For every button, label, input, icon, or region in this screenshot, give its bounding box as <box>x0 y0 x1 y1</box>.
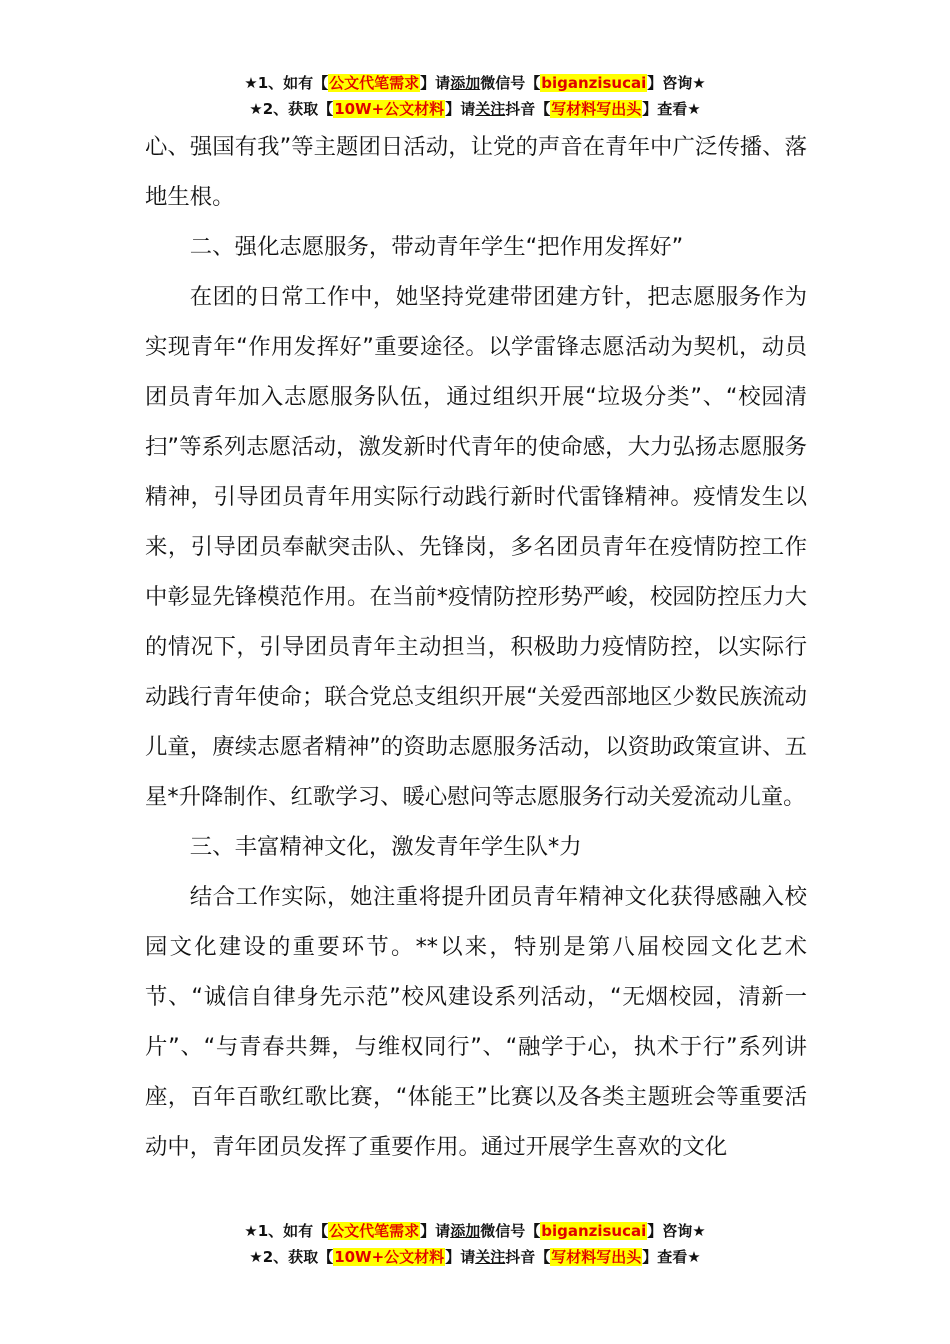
banner-highlight: biganzisucai <box>541 74 647 92</box>
banner-text: 】请 <box>445 1248 476 1266</box>
banner-text: 】查看★ <box>642 1248 701 1266</box>
section-heading: 三、丰富精神文化，激发青年学生队*力 <box>189 834 582 860</box>
banner-highlight: 公文代笔需求 <box>329 1222 420 1240</box>
banner-emphasis: 关注 <box>475 1248 506 1266</box>
banner-highlight: 10W+公文材料 <box>334 1248 445 1266</box>
footer-banner <box>0 1218 950 1270</box>
banner-line-1 <box>0 70 950 96</box>
banner-emphasis: 添加 <box>450 1222 481 1240</box>
banner-text: ★1、如有【 <box>244 1222 329 1240</box>
banner-text: ★1、如有【 <box>244 74 329 92</box>
banner-text: 微信号【 <box>480 1222 541 1240</box>
banner-line-2 <box>0 96 950 122</box>
banner-highlight: biganzisucai <box>541 1222 647 1240</box>
banner-highlight: 公文代笔需求 <box>329 74 420 92</box>
paragraph: 结合工作实际，她注重将提升团员青年精神文化获得感融入校园文化建设的重要环节。**以来，特别是第八届校园文化艺术节、“诚信自律身先示范”校风建设系列活动，“无烟校园，清新一片”、“与青春共舞，与维权同行”、“融学于心，执术于行”系列讲座，百年百歌红歌比赛，“体能王”比赛以及各类主题班会等重要活动中，青年团员发挥了重要作用。通过开展学生喜欢的文化 <box>145 884 807 1160</box>
document-body <box>145 122 807 1172</box>
header-banner <box>0 70 950 122</box>
banner-text: 】请 <box>445 100 476 118</box>
banner-text: 抖音【 <box>505 1248 551 1266</box>
banner-text: 】请 <box>420 1222 451 1240</box>
banner-text: 】咨询★ <box>647 74 706 92</box>
banner-text: 】查看★ <box>642 100 701 118</box>
paragraph: 在团的日常工作中，她坚持党建带团建方针，把志愿服务作为实现青年“作用发挥好”重要途径。以学雷锋志愿活动为契机，动员团员青年加入志愿服务队伍，通过组织开展“垃圾分类”、“校园清扫”等系列志愿活动，激发新时代青年的使命感，大力弘扬志愿服务精神，引导团员青年用实际行动践行新时代雷锋精神。疫情发生以来，引导团员奉献突击队、先锋岗，多名团员青年在疫情防控工作中彰显先锋模范作用。在当前*疫情防控形势严峻，校园防控压力大的情况下，引导团员青年主动担当，积极助力疫情防控，以实际行动践行青年使命；联合党总支组织开展“关爱西部地区少数民族流动儿童，赓续志愿者精神”的资助志愿服务活动，以资助政策宣讲、五星*升降制作、红歌学习、暖心慰问等志愿服务行动关爱流动儿童。 <box>145 284 807 810</box>
banner-text: ★2、获取【 <box>249 100 334 118</box>
paragraph: 心、强国有我”等主题团日活动，让党的声音在青年中广泛传播、落地生根。 <box>145 134 807 210</box>
banner-emphasis: 添加 <box>450 74 481 92</box>
banner-emphasis: 关注 <box>475 100 506 118</box>
banner-highlight: 10W+公文材料 <box>334 100 445 118</box>
banner-highlight: 写材料写出头 <box>551 100 642 118</box>
section-heading: 二、强化志愿服务，带动青年学生“把作用发挥好” <box>189 234 684 260</box>
banner-text: 】请 <box>420 74 451 92</box>
banner-highlight: 写材料写出头 <box>551 1248 642 1266</box>
banner-line-2 <box>0 1244 950 1270</box>
banner-text: ★2、获取【 <box>249 1248 334 1266</box>
banner-text: 抖音【 <box>505 100 551 118</box>
banner-line-1 <box>0 1218 950 1244</box>
banner-text: 】咨询★ <box>647 1222 706 1240</box>
banner-text: 微信号【 <box>480 74 541 92</box>
